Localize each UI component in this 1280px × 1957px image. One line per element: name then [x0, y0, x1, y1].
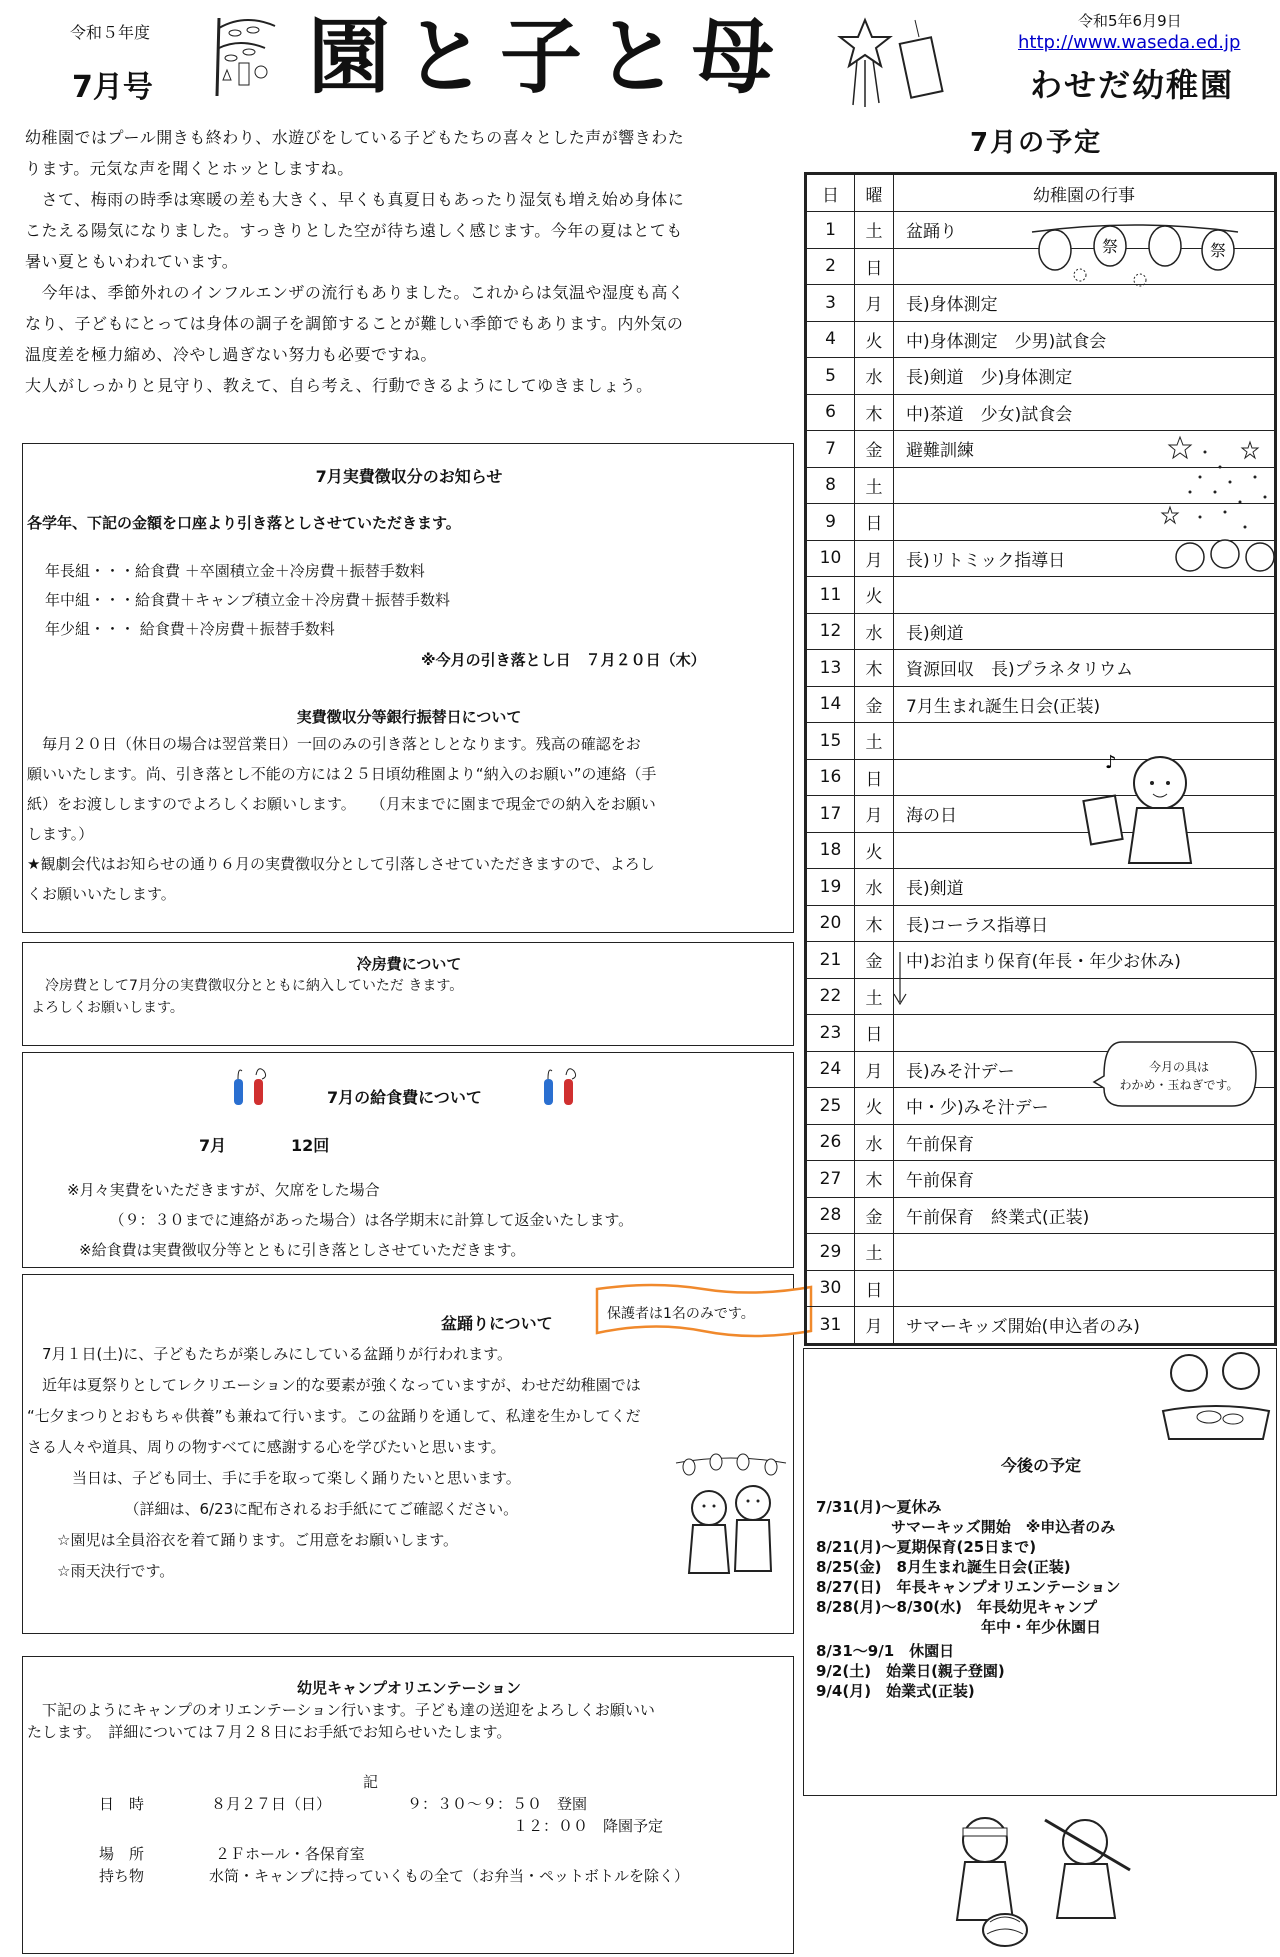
lantern-garland-illustration: [1030, 220, 1240, 290]
newsletter-title: 園と子と母: [308, 9, 789, 105]
upcoming-item: 9/4(月) 始業式(正装): [816, 1682, 975, 1700]
schedule-weekday: 水: [855, 1124, 894, 1161]
website-link[interactable]: http://www.waseda.ed.jp: [1018, 32, 1241, 53]
intro-line: なり、子どもにとっては身体の調子を調節することが難しい季節でもあります。内外気の: [25, 314, 684, 333]
schedule-weekday: 土: [855, 467, 894, 504]
schedule-event: 中)身体測定 少男)試食会: [894, 321, 1276, 358]
schedule-weekday: 月: [855, 796, 894, 833]
schedule-event: 長)コーラス指導日: [894, 905, 1276, 942]
schedule-event: 午前保育 終業式(正装): [894, 1197, 1276, 1234]
schedule-row: [806, 1234, 1276, 1271]
bon-odori-box: [22, 1274, 794, 1634]
fees-notice-box: [22, 443, 794, 933]
intro-line: 大人がしっかりと見守り、教えて、自ら考え、行動できるようにしてゆきましょう。: [25, 376, 653, 395]
schedule-day: 21: [806, 942, 855, 979]
schedule-weekday: 月: [855, 1051, 894, 1088]
schedule-event: 盆踊り: [894, 212, 1276, 249]
lunch-title: 7月の給食費について: [327, 1088, 482, 1107]
header-day: 日: [806, 174, 855, 212]
schedule-day: 1: [806, 212, 855, 249]
upcoming-item: 8/31〜9/1 休園日: [816, 1642, 955, 1660]
schedule-row: [806, 723, 1276, 760]
schedule-day: 23: [806, 1015, 855, 1052]
schedule-weekday: 木: [855, 394, 894, 431]
schedule-day: 29: [806, 1234, 855, 1271]
schedule-event: 長)みそ汁デー: [894, 1051, 1276, 1088]
era-year: 令和５年度: [70, 23, 151, 42]
child-with-picture-book-illustration: [1075, 748, 1205, 868]
schedule-weekday: 日: [855, 1270, 894, 1307]
schedule-weekday: 水: [855, 613, 894, 650]
upcoming-item: 8/21(月)〜夏期保育(25日まで): [816, 1538, 1037, 1556]
schedule-weekday: 火: [855, 1088, 894, 1125]
schedule-row: [806, 1161, 1276, 1198]
bank-transfer-title: 実費徴収分等銀行振替日について: [296, 708, 522, 726]
bank-line: します。）: [27, 825, 94, 843]
upcoming-item: 9/2(土) 始業日(親子登園): [816, 1662, 1005, 1680]
fee-line-junior: 年少組・・・ 給食費＋冷房費＋振替手数料: [45, 620, 335, 638]
continuation-arrow: [890, 950, 910, 1010]
schedule-row: [806, 650, 1276, 687]
schedule-day: 15: [806, 723, 855, 760]
upcoming-list: [816, 1497, 1120, 1701]
schedule-day: 4: [806, 321, 855, 358]
camp-text: [27, 1699, 655, 1743]
star-ornament-illustration: [835, 15, 955, 110]
schedule-event: [894, 978, 1276, 1015]
schedule-event: 中・少)みそ汁デー: [894, 1088, 1276, 1125]
schedule-weekday: 土: [855, 978, 894, 1015]
upcoming-item: 7/31(月)〜夏休み: [816, 1498, 942, 1516]
intro-line: 温度差を極力縮め、冷やし過ぎない努力も必要ですね。: [25, 345, 437, 364]
lunch-line: （９：３０までに連絡があった場合）は各学期末に計算して返金いたします。: [87, 1211, 634, 1229]
schedule-day: 19: [806, 869, 855, 906]
schedule-day: 28: [806, 1197, 855, 1234]
lunch-line: ※月々実費をいただきますが、欠席をした場合: [67, 1181, 380, 1199]
watermelon-splitting-illustration: [935, 1800, 1145, 1950]
bank-line: 願いいたします。尚、引き落とし不能の方には２５日頃幼稚園より“納入のお願い”の連絡（手: [27, 765, 657, 783]
upcoming-item: 8/25(金) 8月生まれ誕生日会(正装): [816, 1558, 1071, 1576]
schedule-day: 27: [806, 1161, 855, 1198]
fee-line-senior: 年長組・・・給食費 ＋卒園積立金＋冷房費＋振替手数料: [45, 562, 425, 580]
bon-parent-note: 保護者は1名のみです。: [607, 1306, 755, 1322]
schedule-row: [806, 796, 1276, 833]
schedule-event: 7月生まれ誕生日会(正装): [894, 686, 1276, 723]
intro-line: ります。元気な声を聞くとホッとしますね。: [25, 159, 354, 178]
schedule-day: 7: [806, 431, 855, 468]
schedule-event: 長)身体測定: [894, 285, 1276, 322]
schedule-event: 資源回収 長)プラネタリウム: [894, 650, 1276, 687]
schedule-day: 18: [806, 832, 855, 869]
upcoming-item: 年中・年少休園日: [816, 1618, 1102, 1636]
camp-place-value: ２Ｆホール・各保育室: [215, 1845, 365, 1863]
bank-line: 毎月２０日（休日の場合は翌営業日）一回のみの引き落としとなります。残高の確認をお: [27, 735, 641, 753]
bank-line: くお願いいたします。: [27, 885, 176, 903]
intro-line: 幼稚園ではプール開きも終わり、水遊びをしている子どもたちの喜々とした声が響きわた: [25, 128, 685, 147]
starry-sky-children-illustration: [1160, 432, 1278, 582]
schedule-day: 8: [806, 467, 855, 504]
schedule-event: [894, 1270, 1276, 1307]
schedule-row: [806, 1307, 1276, 1345]
schedule-weekday: 土: [855, 1234, 894, 1271]
schedule-event: 午前保育: [894, 1161, 1276, 1198]
camp-items-value: 水筒・キャンプに持っていくもの全て（お弁当・ペットボトルを除く）: [209, 1867, 690, 1885]
schedule-weekday: 木: [855, 905, 894, 942]
schedule-weekday: 金: [855, 686, 894, 723]
schedule-day: 13: [806, 650, 855, 687]
schedule-row: [806, 321, 1276, 358]
camp-time-departure: １２：００ 降園予定: [513, 1817, 664, 1835]
schedule-event: 海の日: [894, 796, 1276, 833]
schedule-row: [806, 686, 1276, 723]
watermelon-children-illustration: [1159, 1351, 1274, 1443]
schedule-row: [806, 942, 1276, 979]
schedule-row: [806, 613, 1276, 650]
schedule-weekday: 水: [855, 358, 894, 395]
schedule-row: [806, 1124, 1276, 1161]
schedule-row: [806, 1270, 1276, 1307]
aircon-line: よろしくお願いします。: [31, 1000, 184, 1016]
schedule-day: 14: [806, 686, 855, 723]
schedule-row: [806, 759, 1276, 796]
bon-line: ☆園児は全員浴衣を着て踊ります。ご用意をお願いします。: [27, 1531, 459, 1549]
schedule-weekday: 土: [855, 723, 894, 760]
schedule-weekday: 火: [855, 832, 894, 869]
schedule-day: 10: [806, 540, 855, 577]
schedule-weekday: 月: [855, 285, 894, 322]
bubble-line: 今月の具は: [1148, 1060, 1209, 1074]
schedule-row: [806, 358, 1276, 395]
lunch-notes: [47, 1175, 633, 1265]
schedule-day: 26: [806, 1124, 855, 1161]
schedule-title: 7月の予定: [970, 128, 1103, 158]
bon-line: 近年は夏祭りとしてレクリエーション的な要素が強くなっていますが、わせだ幼稚園では: [27, 1376, 641, 1394]
schedule-event: 中)お泊まり保育(年長・年少お休み): [894, 942, 1276, 979]
schedule-event: 長)リトミック指導日: [894, 540, 1276, 577]
bon-line: 7月１日(土)に、子どもたちが楽しみにしている盆踊りが行われます。: [27, 1345, 513, 1363]
schedule-weekday: 月: [855, 540, 894, 577]
schedule-weekday: 日: [855, 1015, 894, 1052]
bank-line: 紙）をお渡ししますのでよろしくお願いします。 （月末までに園まで現金での納入をお願い: [27, 795, 656, 813]
schedule-day: 24: [806, 1051, 855, 1088]
schedule-row: [806, 394, 1276, 431]
schedule-row: [806, 1197, 1276, 1234]
schedule-day: 31: [806, 1307, 855, 1345]
schedule-event: 長)剣道: [894, 613, 1276, 650]
lantern-kanji: 祭: [1101, 237, 1119, 256]
bon-line: さる人々や道具、周りの物すべてに感謝する心を学びたいと思います。: [27, 1438, 506, 1456]
schedule-row: [806, 869, 1276, 906]
fees-lead: 各学年、下記の金額を口座より引き落としさせていただきます。: [27, 514, 461, 532]
schedule-weekday: 水: [855, 869, 894, 906]
camp-items-label: 持ち物: [99, 1867, 145, 1885]
camp-orientation-box: [22, 1656, 794, 1954]
header-event: 幼稚園の行事: [894, 174, 1276, 212]
aircon-title: 冷房費について: [356, 955, 462, 973]
schedule-weekday: 日: [855, 504, 894, 541]
schedule-weekday: 金: [855, 1197, 894, 1234]
schedule-day: 12: [806, 613, 855, 650]
camp-date-label: 日 時: [99, 1795, 145, 1813]
svg-text:♪: ♪: [1105, 752, 1117, 773]
lunch-line: ※給食費は実費徴収分等とともに引き落としさせていただきます。: [79, 1241, 526, 1259]
july-schedule-table: [804, 172, 1277, 1346]
intro-text: [25, 122, 785, 401]
schedule-day: 6: [806, 394, 855, 431]
schedule-row: [806, 905, 1276, 942]
schedule-weekday: 木: [855, 1161, 894, 1198]
upcoming-events-box: [803, 1348, 1277, 1796]
schedule-row: [806, 978, 1276, 1015]
schedule-day: 25: [806, 1088, 855, 1125]
camp-place-label: 場 所: [99, 1845, 145, 1863]
schedule-event: 中)茶道 少女)試食会: [894, 394, 1276, 431]
header-weekday: 曜: [855, 174, 894, 212]
upcoming-item: 8/28(月)〜8/30(水) 年長幼児キャンプ: [816, 1598, 1098, 1616]
lunch-count: 12回: [291, 1136, 330, 1155]
aircon-line: 冷房費として7月分の実費徴収分とともに納入していただ きます。: [31, 978, 464, 994]
schedule-event: [894, 1234, 1276, 1271]
upcoming-title: 今後の予定: [1000, 1456, 1081, 1475]
camp-line: たします。 詳細については７月２８日にお手紙でお知らせいたします。: [27, 1723, 512, 1741]
school-name: わせだ幼稚園: [1030, 66, 1235, 104]
bank-transfer-text: [27, 729, 656, 909]
bon-line: （詳細は、6/23に配布されるお手紙にてご確認ください。: [27, 1500, 519, 1518]
schedule-header-row: [806, 174, 1276, 212]
miso-soup-bubble-text: [1104, 1058, 1254, 1094]
schedule-weekday: 日: [855, 759, 894, 796]
deduction-date: ※今月の引き落とし日 ７月２０日（木）: [421, 651, 706, 669]
lunch-month: 7月: [199, 1136, 227, 1155]
schedule-day: 17: [806, 796, 855, 833]
upcoming-item: サマーキッズ開始 ※申込者のみ: [816, 1518, 1116, 1536]
schedule-weekday: 土: [855, 212, 894, 249]
tanabata-bamboo-illustration: [205, 8, 280, 98]
schedule-weekday: 日: [855, 248, 894, 285]
intro-line: 暑い夏ともいわれています。: [25, 252, 239, 271]
utensils-icon: [538, 1065, 588, 1109]
bon-title: 盆踊りについて: [441, 1314, 553, 1333]
schedule-day: 30: [806, 1270, 855, 1307]
camp-line: 下記のようにキャンプのオリエンテーション行います。子ども達の送迎をよろしくお願いい: [27, 1701, 655, 1719]
fees-title: 7月実費徴収分のお知らせ: [315, 467, 503, 486]
schedule-event: 長)剣道: [894, 869, 1276, 906]
schedule-row: [806, 832, 1276, 869]
schedule-weekday: 木: [855, 650, 894, 687]
camp-title: 幼児キャンプオリエンテーション: [297, 1679, 521, 1697]
dancing-children-illustration: [671, 1453, 791, 1588]
schedule-day: 9: [806, 504, 855, 541]
bon-line: ☆雨天決行です。: [27, 1562, 175, 1580]
schedule-event: 避難訓練: [894, 431, 1276, 468]
intro-line: 今年は、季節外れのインフルエンザの流行もありました。これからは気温や湿度も高く: [25, 283, 685, 302]
schedule-day: 16: [806, 759, 855, 796]
utensils-icon: [228, 1065, 278, 1109]
schedule-weekday: 火: [855, 321, 894, 358]
bubble-line: わかめ・玉ねぎです。: [1119, 1078, 1239, 1092]
aircon-box: [22, 942, 794, 1046]
bon-line: “七夕まつりとおもちゃ供養”も兼ねて行います。この盆踊りを通して、私達を生かしてくだ: [27, 1407, 641, 1425]
schedule-event: 長)剣道 少)身体測定: [894, 358, 1276, 395]
bank-line: ★観劇会代はお知らせの通り６月の実費徴収分として引落しさせていただきますので、よろし: [27, 855, 655, 873]
intro-line: こたえる陽気になりました。すっきりとした空が待ち遠しく感じます。今年の夏はとても: [25, 221, 683, 240]
camp-ki: 記: [363, 1773, 379, 1791]
schedule-event: サマーキッズ開始(申込者のみ): [894, 1307, 1276, 1345]
schedule-day: 3: [806, 285, 855, 322]
schedule-day: 22: [806, 978, 855, 1015]
schedule-day: 11: [806, 577, 855, 614]
aircon-text: [31, 975, 463, 1019]
schedule-weekday: 金: [855, 942, 894, 979]
schedule-weekday: 火: [855, 577, 894, 614]
schedule-weekday: 金: [855, 431, 894, 468]
upcoming-item: 8/27(日) 年長キャンプオリエンテーション: [816, 1578, 1121, 1596]
fee-line-middle: 年中組・・・給食費＋キャンプ積立金＋冷房費＋振替手数料: [45, 591, 451, 609]
bon-line: 当日は、子ども同士、手に手を取って楽しく踊りたいと思います。: [27, 1469, 521, 1487]
fees-lines: [45, 557, 450, 644]
issue-date: 令和5年6月9日: [1078, 12, 1182, 30]
lantern-kanji: 祭: [1209, 241, 1227, 260]
schedule-day: 2: [806, 248, 855, 285]
lunch-fee-box: [22, 1052, 794, 1268]
issue-label: 7月号: [72, 70, 153, 105]
schedule-day: 20: [806, 905, 855, 942]
schedule-event: 午前保育: [894, 1124, 1276, 1161]
intro-line: さて、梅雨の時季は寒暖の差も大きく、早くも真夏日もあったり湿気も増え始め身体に: [25, 190, 685, 209]
camp-time-arrival: ９：３０〜９：５０ 登園: [407, 1795, 588, 1813]
schedule-day: 5: [806, 358, 855, 395]
camp-date-value: ８月２７日（日）: [211, 1795, 332, 1813]
bon-text: [27, 1339, 641, 1587]
schedule-weekday: 月: [855, 1307, 894, 1345]
